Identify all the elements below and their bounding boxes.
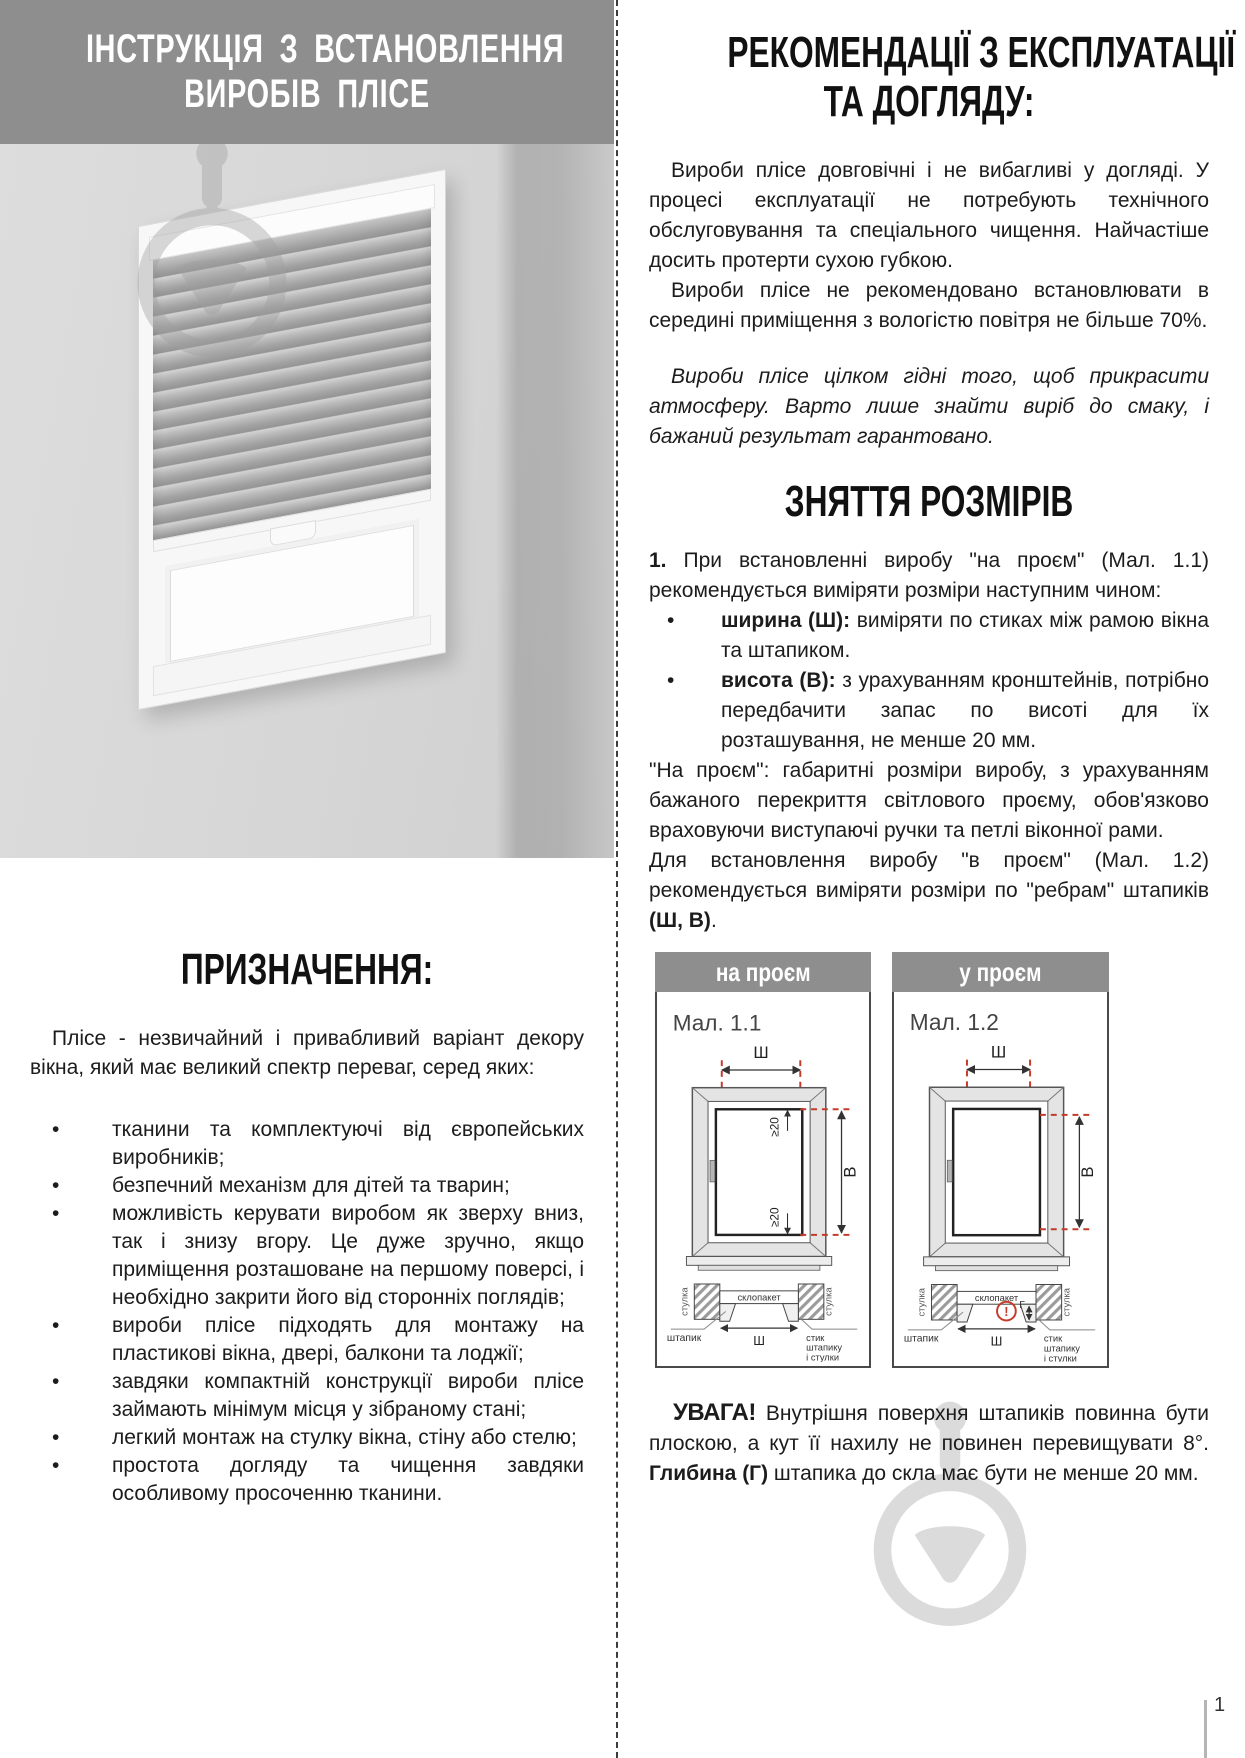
page-number-rule — [1204, 1700, 1207, 1758]
product-photo — [0, 144, 614, 858]
left-title-line2: ВИРОБІВ ПЛІСЕ — [184, 72, 430, 116]
joint-label-1: стик — [806, 1332, 825, 1343]
list-item: • простота догляду та чищення завдяки особливому просоченню тканини. — [52, 1454, 584, 1505]
joint-label-3: і стулки — [1043, 1353, 1077, 1362]
bullet-icon: • — [667, 669, 675, 692]
purpose-section — [0, 944, 614, 1508]
care-heading: РЕКОМЕНДАЦІЇ З ЕКСПЛУАТАЦІЇ ТА ДОГЛЯДУ: — [727, 28, 1236, 126]
page-number: 1 — [1214, 1694, 1226, 1716]
sash-label-left: стулка — [679, 1287, 690, 1316]
min-overlap-top-label: ≥20 — [768, 1117, 782, 1137]
v-proem-paragraph: Для встановлення виробу "в проєм" (Мал. 1.2) рекомендується виміряти розміри по "ребрам" штапиків (Ш, В). — [649, 849, 1209, 932]
joint-label-1: стик — [1043, 1333, 1063, 1344]
attention-paragraph: УВАГА! Внутрішня поверхня штапиків повинна бути плоскою, а кут її нахилу не повинен перевищувати 8°. Глибина (Г) штапика до скла має бути не менше 20 мм. — [649, 1399, 1209, 1485]
bullet-icon: • — [52, 1118, 60, 1141]
figure-panel-u-proem — [892, 952, 1109, 1368]
figure-diagram — [892, 992, 1109, 1368]
bead-label: штапик — [903, 1333, 939, 1345]
bullet-icon: • — [52, 1426, 60, 1449]
purpose-intro: Плісе - незвичайний і привабливий варіант декору вікна, який має великий спектр переваг, серед яких: — [30, 1027, 584, 1079]
dim-width-bottom-label: Ш — [990, 1333, 1003, 1349]
list-item: • тканини та комплектуючі від європейських виробників; — [52, 1118, 584, 1169]
list-item: • ширина (Ш): виміряти по стиках між рамою вікна та штапиком. — [649, 606, 1209, 666]
step-1-paragraph: 1. При встановленні виробу "на проєм" (Мал. 1.1) рекомендується виміряти розміри наступним чином: — [649, 549, 1209, 602]
bullet-icon: • — [52, 1370, 60, 1393]
bullet-icon: • — [52, 1454, 60, 1477]
care-paragraph-2: Вироби плісе не рекомендовано встановлювати в середині приміщення з вологістю повітря не більше 70%. — [649, 279, 1209, 332]
list-item: • завдяки компактній конструкції вироби плісе займають мінімум місця у зібраному стані; — [52, 1370, 584, 1421]
dim-width-label: Ш — [753, 1043, 769, 1063]
left-title-line1: ІНСТРУКЦІЯ З ВСТАНОВЛЕННЯ — [85, 27, 565, 71]
bullet-icon: • — [52, 1202, 60, 1225]
joint-label-2: штапику — [806, 1342, 843, 1353]
sash-label-right: стулка — [823, 1287, 834, 1316]
joint-label-2: штапику — [1043, 1343, 1080, 1354]
dim-width-label: Ш — [990, 1042, 1007, 1062]
figure-caption: Мал. 1.2 — [909, 1009, 999, 1036]
figure-header: у проєм — [892, 952, 1109, 992]
figure-caption: Мал. 1.1 — [672, 1010, 762, 1036]
attention-lead: УВАГА! — [673, 1399, 756, 1426]
dim-height-label: В — [840, 1166, 860, 1178]
measuring-list — [649, 606, 1209, 756]
bead-label: штапик — [666, 1332, 702, 1344]
glass-unit-label: склопакет — [974, 1293, 1019, 1304]
list-item: • висота (В): з урахуванням кронштейнів, потрібно передбачити запас по висоті для їх розташування, не менше 20 мм. — [649, 666, 1209, 756]
right-column — [649, 0, 1236, 1489]
list-item: • можливість керувати виробом як зверху вниз, так і знизу вгору. Це дуже зручно, якщо приміщення розташоване на першому поверсі, і необхідно закрити його від сторонніх поглядів; — [52, 1202, 584, 1309]
list-item: • безпечний механізм для дітей та тварин; — [30, 1172, 584, 1200]
figure-panel-na-proem — [655, 952, 871, 1368]
dim-height-label: В — [1078, 1166, 1098, 1178]
care-paragraph-1: Вироби плісе довговічні і не вибагливі у догляді. У процесі експлуатації не потребують технічного обслуговування та спеціального чищення. Найчастіше досить протерти сухою губкою. — [649, 159, 1209, 272]
column-divider — [616, 0, 618, 1758]
left-title-banner — [0, 0, 614, 144]
dim-width-bottom-label: Ш — [753, 1332, 765, 1348]
figure-header: на проєм — [655, 952, 871, 992]
sash-label-left: стулка — [916, 1287, 927, 1317]
bullet-icon: • — [52, 1174, 60, 1197]
figure-diagram — [655, 992, 871, 1368]
purpose-heading: ПРИЗНАЧЕННЯ: — [180, 945, 434, 994]
watermark-logo-icon — [126, 144, 298, 366]
purpose-list — [30, 1116, 584, 1508]
glass-unit-label: склопакет — [737, 1292, 781, 1303]
joint-label-3: і стулки — [806, 1352, 840, 1362]
wall-shadow — [496, 144, 614, 858]
left-column — [0, 0, 614, 1508]
na-proem-paragraph: "На проєм": габаритні розміри виробу, з урахуванням бажаного перекриття світлового проєму, обов'язково враховуючи виступаючі ручки та петлі віконної рами. — [649, 759, 1209, 842]
measuring-heading: ЗНЯТТЯ РОЗМІРІВ — [784, 477, 1074, 526]
bullet-icon: • — [667, 609, 675, 632]
figures-row — [655, 952, 1209, 1368]
list-item: • легкий монтаж на стулку вікна, стіну або стелю; — [30, 1424, 584, 1452]
list-item: • вироби плісе підходять для монтажу на пластикові вікна, двері, балкони та лоджії; — [52, 1314, 584, 1365]
depth-label: Г — [1019, 1300, 1025, 1312]
sash-label-right: стулка — [1061, 1287, 1072, 1317]
bullet-icon: • — [52, 1314, 60, 1337]
min-overlap-bottom-label: ≥20 — [768, 1207, 782, 1228]
care-paragraph-3: Вироби плісе цілком гідні того, щоб прикрасити атмосферу. Варто лише знайти виріб до смаку, і бажаний результат гарантовано. — [649, 365, 1209, 448]
warning-icon: ! — [1004, 1304, 1009, 1320]
